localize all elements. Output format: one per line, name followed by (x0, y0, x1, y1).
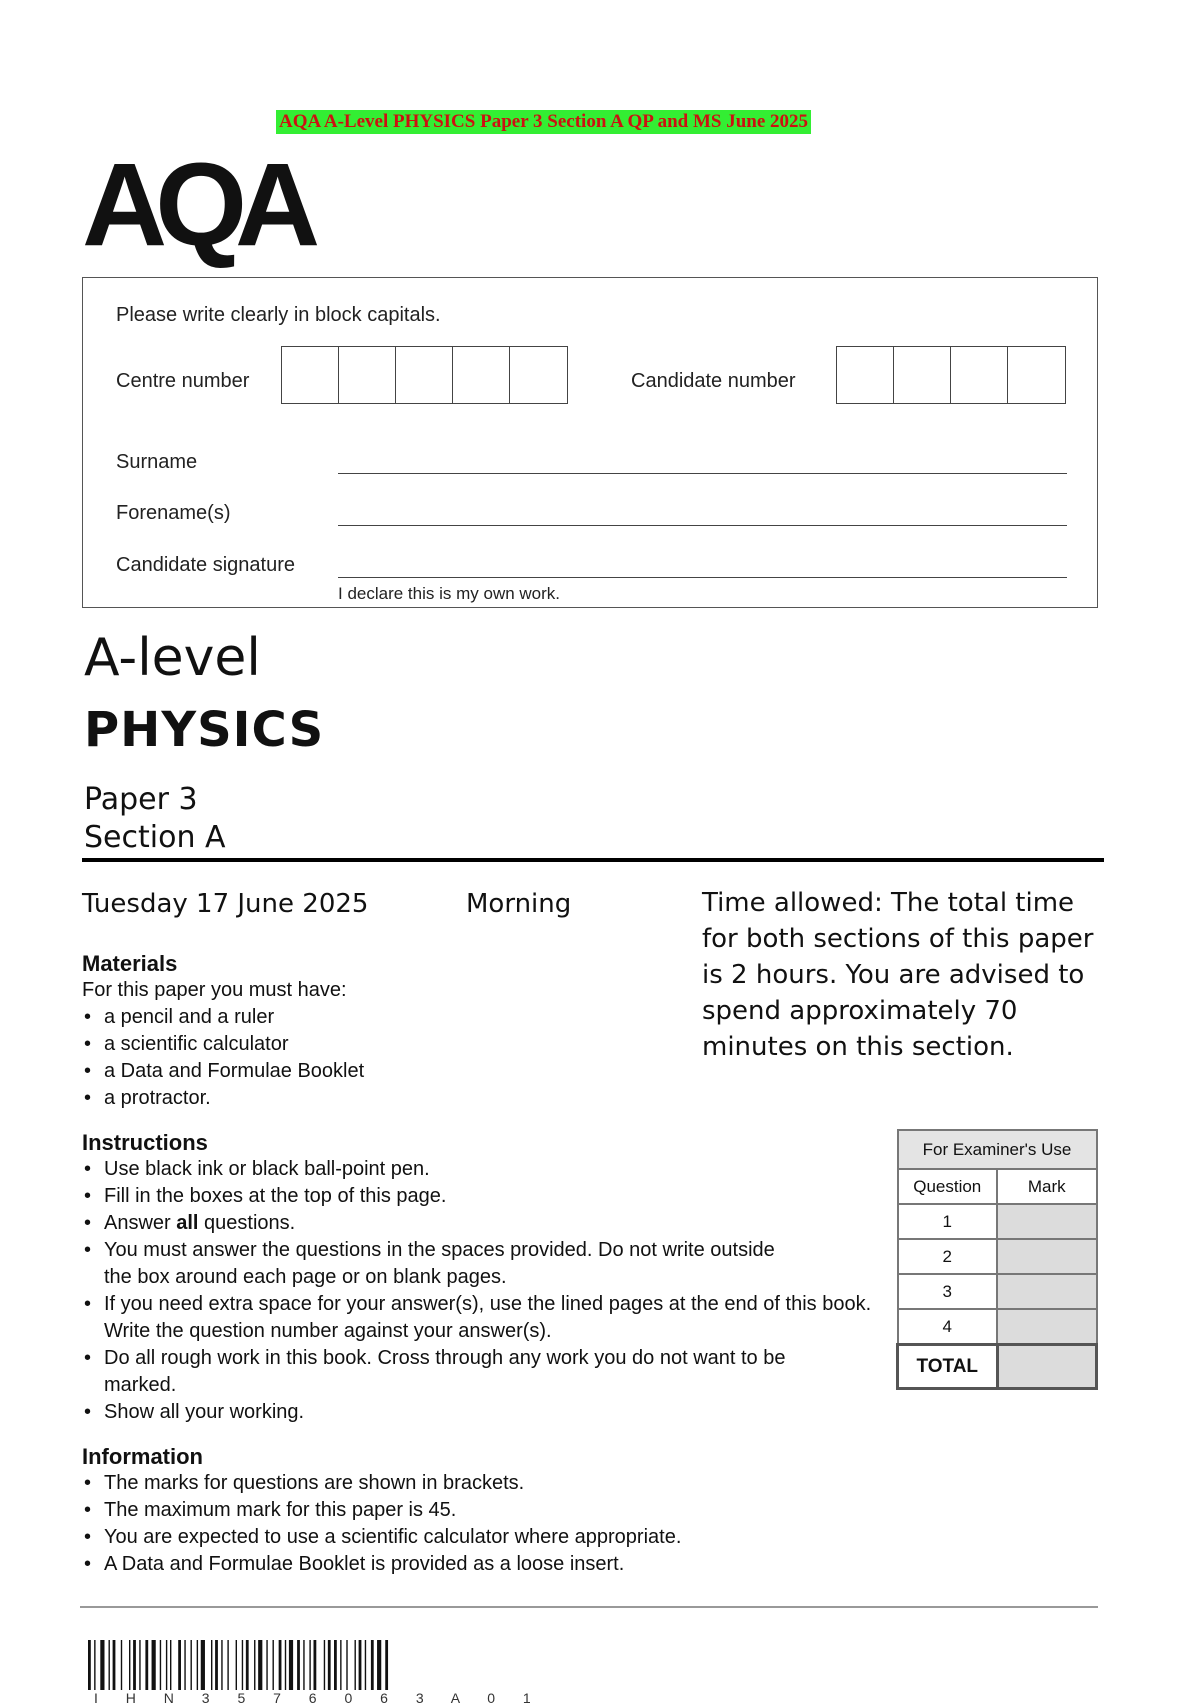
barcode-bar (385, 1640, 388, 1690)
barcode-bar (303, 1640, 304, 1690)
instruction-item: • Show all your working. (82, 1399, 872, 1426)
barcode-bar (160, 1640, 161, 1690)
centre-digit-box[interactable] (396, 347, 453, 403)
forename-line[interactable] (338, 525, 1067, 526)
question-column-header: Question (898, 1169, 998, 1204)
barcode-bar (254, 1640, 255, 1690)
block-capitals-instruction: Please write clearly in block capitals. (116, 304, 441, 326)
time-allowed: Time allowed: The total time for both sections of this paper is 2 hours. You are advised to spend approximately 70 minutes on this section. (702, 888, 1094, 1062)
materials-item: • a protractor. (82, 1085, 702, 1112)
total-label: TOTAL (898, 1345, 998, 1389)
centre-number-label: Centre number (116, 370, 250, 392)
barcode-bar (145, 1640, 148, 1690)
barcode-bar (377, 1640, 381, 1690)
total-mark-cell[interactable] (997, 1345, 1097, 1389)
barcode-bar (289, 1640, 293, 1690)
information-heading: Information (82, 1444, 203, 1469)
barcode-image (88, 1640, 498, 1690)
barcode-bar (133, 1640, 136, 1690)
candidate-number-label: Candidate number (631, 370, 796, 392)
instruction-item: • If you need extra space for your answer(s), use the lined pages at the end of this book. Write the question number against your answer(s). (82, 1291, 872, 1345)
qualification-level: A-level (84, 628, 261, 688)
subject-title: PHYSICS (84, 702, 325, 758)
barcode-bar (236, 1640, 237, 1690)
barcode-bar (129, 1640, 130, 1690)
barcode-bar (215, 1640, 218, 1690)
materials-item: • a scientific calculator (82, 1031, 702, 1058)
surname-line[interactable] (338, 473, 1067, 474)
barcode-bar (178, 1640, 181, 1690)
barcode-bar (309, 1640, 310, 1690)
instruction-item: • Use black ink or black ball-point pen. (82, 1156, 872, 1183)
information-item: • The marks for questions are shown in brackets. (82, 1470, 872, 1497)
question-number: 3 (898, 1274, 998, 1309)
barcode-bar (201, 1640, 205, 1690)
centre-digit-box[interactable] (339, 347, 396, 403)
barcode-bar (227, 1640, 228, 1690)
barcode-bar (94, 1640, 95, 1690)
materials-item: • a Data and Formulae Booklet (82, 1058, 702, 1085)
barcode-bar (121, 1640, 122, 1690)
barcode-number: I H N 3 5 7 6 0 6 3 A 0 1 (94, 1690, 543, 1706)
materials-intro: For this paper you must have: (82, 979, 347, 1001)
barcode-bar (340, 1640, 341, 1690)
barcode-bar (365, 1640, 366, 1690)
barcode-bar (221, 1640, 222, 1690)
barcode-bar (242, 1640, 243, 1690)
instruction-item: • You must answer the questions in the spaces provided. Do not write outside the box around each page or on blank pages. (82, 1237, 872, 1291)
barcode-bar (355, 1640, 356, 1690)
question-number: 2 (898, 1239, 998, 1274)
mark-cell[interactable] (997, 1204, 1097, 1239)
forename-label: Forename(s) (116, 502, 231, 524)
question-number: 4 (898, 1309, 998, 1345)
barcode-bar (191, 1640, 192, 1690)
barcode-bar (113, 1640, 116, 1690)
candidate-digit-box[interactable] (951, 347, 1008, 403)
surname-label: Surname (116, 451, 198, 473)
heading-divider (82, 858, 1104, 862)
materials-heading: Materials (82, 951, 178, 976)
barcode-bar (346, 1640, 347, 1690)
barcode-bar (285, 1640, 286, 1690)
barcode-bar (324, 1640, 325, 1690)
examiner-use-table (896, 1129, 1098, 1390)
centre-number-boxes[interactable] (281, 346, 568, 404)
signature-line[interactable] (338, 577, 1067, 578)
barcode-bar (334, 1640, 337, 1690)
barcode-bar (100, 1640, 104, 1690)
exam-date: Tuesday 17 June 2025 (82, 889, 369, 919)
materials-item: • a pencil and a ruler (82, 1004, 702, 1031)
section-name: Section A (84, 820, 226, 855)
barcode-bar (197, 1640, 198, 1690)
mark-column-header: Mark (997, 1169, 1097, 1204)
information-item: • You are expected to use a scientific calculator where appropriate. (82, 1524, 872, 1551)
barcode-bar (211, 1640, 212, 1690)
aqa-logo: AQA (82, 139, 309, 271)
footer-divider (80, 1606, 1098, 1608)
paper-number: Paper 3 (84, 782, 198, 817)
declaration-text: I declare this is my own work. (338, 584, 561, 603)
information-item: • The maximum mark for this paper is 45. (82, 1497, 872, 1524)
mark-cell[interactable] (997, 1309, 1097, 1345)
barcode-bar (88, 1640, 91, 1690)
document-title-banner: AQA A-Level PHYSICS Paper 3 Section A QP and MS June 2025 (276, 110, 811, 134)
candidate-digit-box[interactable] (894, 347, 951, 403)
information-block (82, 1444, 872, 1578)
instructions-block (82, 1130, 872, 1426)
instruction-item: • Answer all questions. (82, 1210, 872, 1237)
examiner-table-title: For Examiner's Use (898, 1130, 1097, 1169)
instruction-item: • Do all rough work in this book. Cross through any work you do not want to be marked. (82, 1345, 872, 1399)
mark-cell[interactable] (997, 1239, 1097, 1274)
candidate-number-boxes[interactable] (836, 346, 1066, 404)
centre-digit-box[interactable] (510, 347, 567, 403)
mark-cell[interactable] (997, 1274, 1097, 1309)
question-number: 1 (898, 1204, 998, 1239)
candidate-digit-box[interactable] (837, 347, 894, 403)
barcode-bar (273, 1640, 274, 1690)
instructions-heading: Instructions (82, 1130, 208, 1155)
barcode-bar (166, 1640, 167, 1690)
barcode-bar (314, 1640, 317, 1690)
instruction-item: • Fill in the boxes at the top of this page. (82, 1183, 872, 1210)
barcode-bar (279, 1640, 282, 1690)
barcode-bar (371, 1640, 374, 1690)
barcode-bar (152, 1640, 156, 1690)
materials-block (82, 951, 702, 1112)
centre-digit-box[interactable] (282, 347, 339, 403)
barcode-bar (359, 1640, 362, 1690)
barcode-bar (139, 1640, 140, 1690)
candidate-digit-box[interactable] (1008, 347, 1065, 403)
information-item: • A Data and Formulae Booklet is provided as a loose insert. (82, 1551, 872, 1578)
signature-label: Candidate signature (116, 554, 296, 576)
barcode-bar (328, 1640, 331, 1690)
barcode-bar (266, 1640, 267, 1690)
barcode-bar (297, 1640, 300, 1690)
barcode-bar (246, 1640, 249, 1690)
exam-session: Morning (466, 889, 572, 919)
centre-digit-box[interactable] (453, 347, 510, 403)
barcode-bar (109, 1640, 110, 1690)
barcode-bar (258, 1640, 262, 1690)
barcode-bar (170, 1640, 171, 1690)
barcode-bar (184, 1640, 185, 1690)
